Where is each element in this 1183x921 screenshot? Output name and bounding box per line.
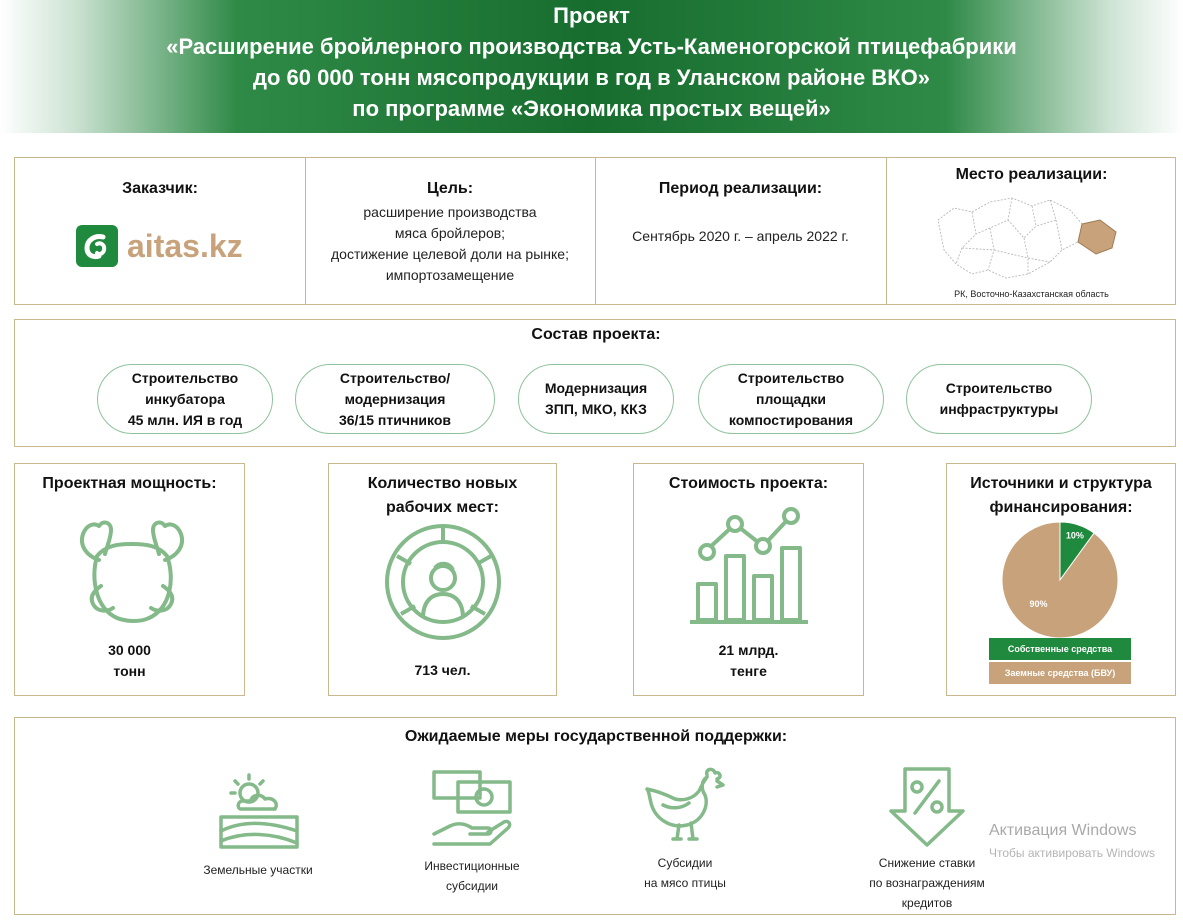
header-line-2: «Расширение бройлерного производства Усть-Каменогорской птицефабрики [166,34,1017,59]
header-line-3: до 60 000 тонн мясопродукции в год в Уланском районе ВКО» [253,65,930,90]
growth-chart-icon [690,506,810,626]
composition-item-composting [698,364,884,434]
kazakhstan-map-icon [932,190,1122,286]
legend-label: Собственные средства [1007,644,1113,654]
pie-slice-1 [1002,522,1118,638]
goal-line: расширение производства [363,204,537,220]
capacity-title: Проектная мощность: [42,475,217,492]
goal-text [305,202,595,286]
period-title: Период реализации: [658,180,823,197]
composition-item-incubator [97,364,273,434]
jobs-title: Количество новых рабочих мест: [367,475,518,516]
composition-item-modernization [518,364,674,434]
support-item-investment: Инвестиционные субсидии [424,859,520,893]
support-title: Ожидаемые меры государственной поддержки: [404,728,788,745]
windows-activation-watermark: Активация Windows [989,822,1137,839]
legend-loan-funds [989,662,1131,684]
cost-card [633,463,864,696]
worker-chart-icon [383,522,503,642]
jobs-card [328,463,557,696]
header-line-4: по программе «Экономика простых вещей» [352,96,831,121]
composition-item-label: Модернизация ЗПП, МКО, ККЗ [544,380,648,417]
land-plots-icon [217,771,301,851]
poultry-subsidy-icon [643,765,725,845]
composition-panel [14,319,1176,447]
customer-logo [75,224,255,268]
composition-item-label: Строительство площадки компостирования [728,369,854,428]
support-item-poultry: Субсидии на мясо птицы [644,856,726,890]
pie-label-0: 10% [1065,530,1084,541]
pie-label-1: 90% [1029,599,1048,610]
location-title: Место реализации: [955,166,1108,183]
windows-activation-hint: Чтобы активировать Windows [989,846,1155,860]
capacity-value: 30 000 тонн [108,642,151,679]
page-header [0,0,1183,133]
composition-item-label: Строительство инкубатора 45 млн. ИЯ в год [127,369,243,428]
funding-pie-chart [1000,520,1120,640]
info-panel [14,157,1176,305]
support-item-land: Земельные участки [203,863,313,877]
goal-line: импортозамещение [385,267,515,283]
composition-title: Состав проекта: [531,326,661,343]
rate-reduction-icon [887,765,967,849]
goal-title: Цель: [426,180,474,197]
period-text: Сентябрь 2020 г. – апрель 2022 г. [632,228,849,244]
investment-subsidy-icon [430,768,514,850]
composition-item-label: Строительство инфраструктуры [939,380,1059,417]
goal-line: мяса бройлеров; [394,225,506,241]
legend-label: Заемные средства (БВУ) [1004,668,1116,678]
cost-title: Стоимость проекта: [668,475,829,492]
legend-own-funds [989,638,1131,660]
capacity-card [14,463,245,696]
composition-item-label: Строительство/ модернизация 36/15 птичников [338,369,451,428]
composition-item-infrastructure [906,364,1092,434]
cost-value: 21 млрд. тенге [718,642,779,679]
goal-line: достижение целевой доли на рынке; [331,246,569,262]
customer-title: Заказчик: [122,180,198,197]
customer-logo-text: aitas.kz [127,228,243,264]
jobs-value: 713 чел. [414,662,471,678]
support-item-rate: Снижение ставки по вознаграждениям кредитов [869,856,985,910]
chicken-icon [67,516,197,626]
aitas-logo-icon [75,224,119,268]
location-caption: РК, Восточно-Казахстанская область [954,289,1109,299]
header-line-1: Проект [553,3,630,28]
funding-title: Источники и структура финансирования: [970,475,1152,516]
composition-item-poultry-houses [295,364,495,434]
